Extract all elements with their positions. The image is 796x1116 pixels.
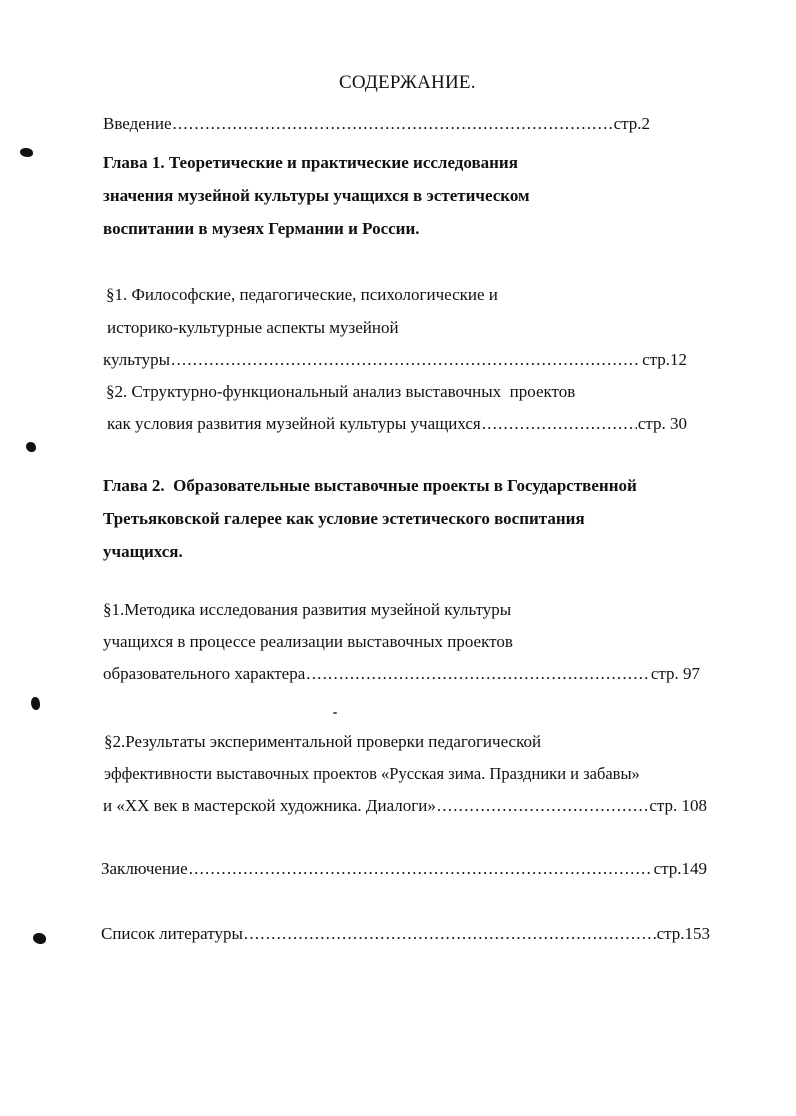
dot-leader [173, 114, 613, 134]
dot-leader [306, 664, 650, 684]
ch1-section1-line1: §1. Философские, педагогические, психологические и [106, 285, 498, 304]
toc-entry-ch2-section2 [103, 796, 707, 816]
ch1-section2-line1: §2. Структурно-функциональный анализ выставочных проектов [106, 382, 576, 401]
chapter1-heading-line2: значения музейной культуры учащихся в эстетическом [103, 186, 530, 205]
toc-entry-page: стр.153 [656, 924, 710, 943]
chapter2-heading-line1: Глава 2. Образовательные выставочные проекты в Государственной [103, 476, 637, 495]
chapter2-heading-line3: учащихся. [103, 542, 183, 561]
ch2-section2-line1: §2.Результаты экспериментальной проверки педагогической [104, 732, 542, 751]
dot-leader [482, 414, 637, 434]
toc-entry-label: Список литературы [101, 924, 243, 943]
dot-leader [244, 924, 656, 944]
scan-speck [20, 148, 33, 157]
toc-entry-label: Заключение [101, 859, 188, 878]
scan-speck [333, 712, 337, 714]
chapter2-heading-line2: Третьяковской галерее как условие эстетического воспитания [103, 509, 585, 528]
ch2-section1-line2: учащихся в процессе реализации выставочных проектов [103, 632, 513, 651]
toc-entry-page: стр.2 [613, 114, 650, 133]
toc-entry-ch2-section1 [103, 664, 700, 684]
toc-entry-bibliography [101, 924, 710, 944]
page-title: СОДЕРЖАНИЕ. [339, 72, 476, 93]
toc-entry-label: Введение [103, 114, 172, 133]
chapter1-heading-line1: Глава 1. Теоретические и практические исследования [103, 153, 518, 172]
ch2-section2-line2: эффективности выставочных проектов «Русская зима. Праздники и забавы» [104, 764, 640, 783]
scan-speck [31, 697, 40, 710]
scan-speck [26, 442, 36, 452]
toc-entry-intro [103, 114, 650, 134]
toc-entry-page: стр.12 [642, 350, 687, 369]
toc-entry-conclusion [101, 859, 707, 879]
toc-entry-page: стр. 108 [649, 796, 707, 815]
dot-leader [171, 350, 641, 370]
toc-entry-ch1-section1 [103, 350, 687, 370]
toc-entry-page: стр. 97 [650, 664, 700, 683]
toc-entry-label: и «XX век в мастерской художника. Диалоги» [103, 796, 436, 815]
toc-entry-label: культуры [103, 350, 170, 369]
ch1-section1-line2: историко-культурные аспекты музейной [107, 318, 399, 337]
dot-leader [189, 859, 653, 879]
toc-entry-page: стр.149 [653, 859, 707, 878]
toc-entry-label: образовательного характера [103, 664, 306, 683]
toc-entry-page: стр. 30 [637, 414, 687, 433]
dot-leader [437, 796, 648, 816]
ch2-section1-line1: §1.Методика исследования развития музейной культуры [103, 600, 512, 619]
scan-speck [33, 933, 46, 944]
chapter1-heading-line3: воспитании в музеях Германии и России. [103, 219, 420, 238]
toc-entry-label: как условия развития музейной культуры учащихся [107, 414, 481, 433]
toc-entry-ch1-section2 [107, 414, 687, 434]
